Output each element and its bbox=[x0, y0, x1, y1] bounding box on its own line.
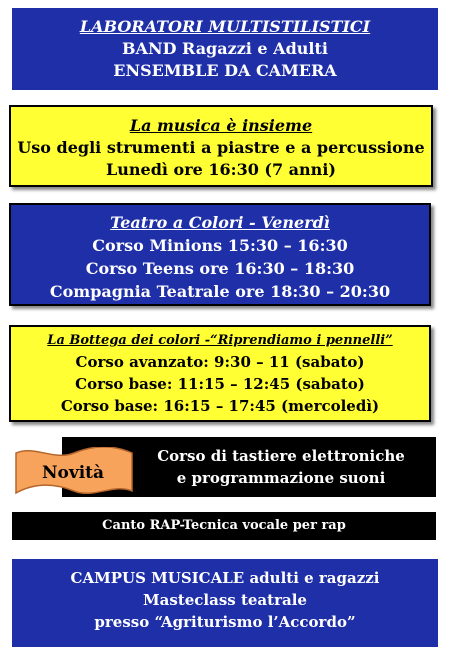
campus-masterclass-line: Masteclass teatrale bbox=[143, 591, 307, 609]
bottega-box bbox=[9, 325, 431, 422]
musica-orario-line: Lunedì ore 16:30 (7 anni) bbox=[106, 160, 336, 179]
campus-location-line: presso “Agriturismo l’Accordo” bbox=[94, 613, 356, 631]
bottega-base-sabato-line: Corso base: 11:15 – 12:45 (sabato) bbox=[75, 375, 365, 393]
laboratori-box bbox=[12, 8, 438, 90]
musica-title: La musica è insieme bbox=[129, 116, 313, 135]
campus-title: CAMPUS MUSICALE adulti e ragazzi bbox=[70, 569, 380, 587]
laboratori-title: LABORATORI MULTISTILISTICI bbox=[79, 17, 371, 36]
bottega-title: La Bottega dei colori -“Riprendiamo i pennelli” bbox=[47, 333, 393, 348]
campus-box bbox=[12, 559, 438, 647]
novita-programmazione-line: e programmazione suoni bbox=[176, 469, 386, 487]
novita-tastiere-line: Corso di tastiere elettroniche bbox=[157, 447, 405, 465]
rap-line: Canto RAP-Tecnica vocale per rap bbox=[102, 518, 346, 533]
bottega-base-mercoledi-line: Corso base: 16:15 – 17:45 (mercoledì) bbox=[60, 397, 380, 415]
bottega-avanzato-line: Corso avanzato: 9:30 – 11 (sabato) bbox=[75, 353, 365, 371]
musica-box bbox=[9, 105, 433, 187]
teatro-teens-line: Corso Teens ore 16:30 – 18:30 bbox=[85, 259, 355, 278]
teatro-compagnia-line: Compagnia Teatrale ore 18:30 – 20:30 bbox=[49, 282, 391, 301]
rap-box bbox=[12, 512, 436, 540]
teatro-minions-line: Corso Minions 15:30 – 16:30 bbox=[92, 236, 348, 255]
laboratori-ensemble-line: ENSEMBLE DA CAMERA bbox=[113, 61, 337, 80]
laboratori-band-line: BAND Ragazzi e Adulti bbox=[122, 39, 328, 58]
teatro-box bbox=[9, 203, 431, 306]
teatro-title: Teatro a Colori - Venerdì bbox=[110, 213, 330, 232]
musica-strumenti-line: Uso degli strumenti a piastre e a percussione bbox=[17, 138, 425, 157]
novita-badge: Novità bbox=[41, 463, 105, 483]
